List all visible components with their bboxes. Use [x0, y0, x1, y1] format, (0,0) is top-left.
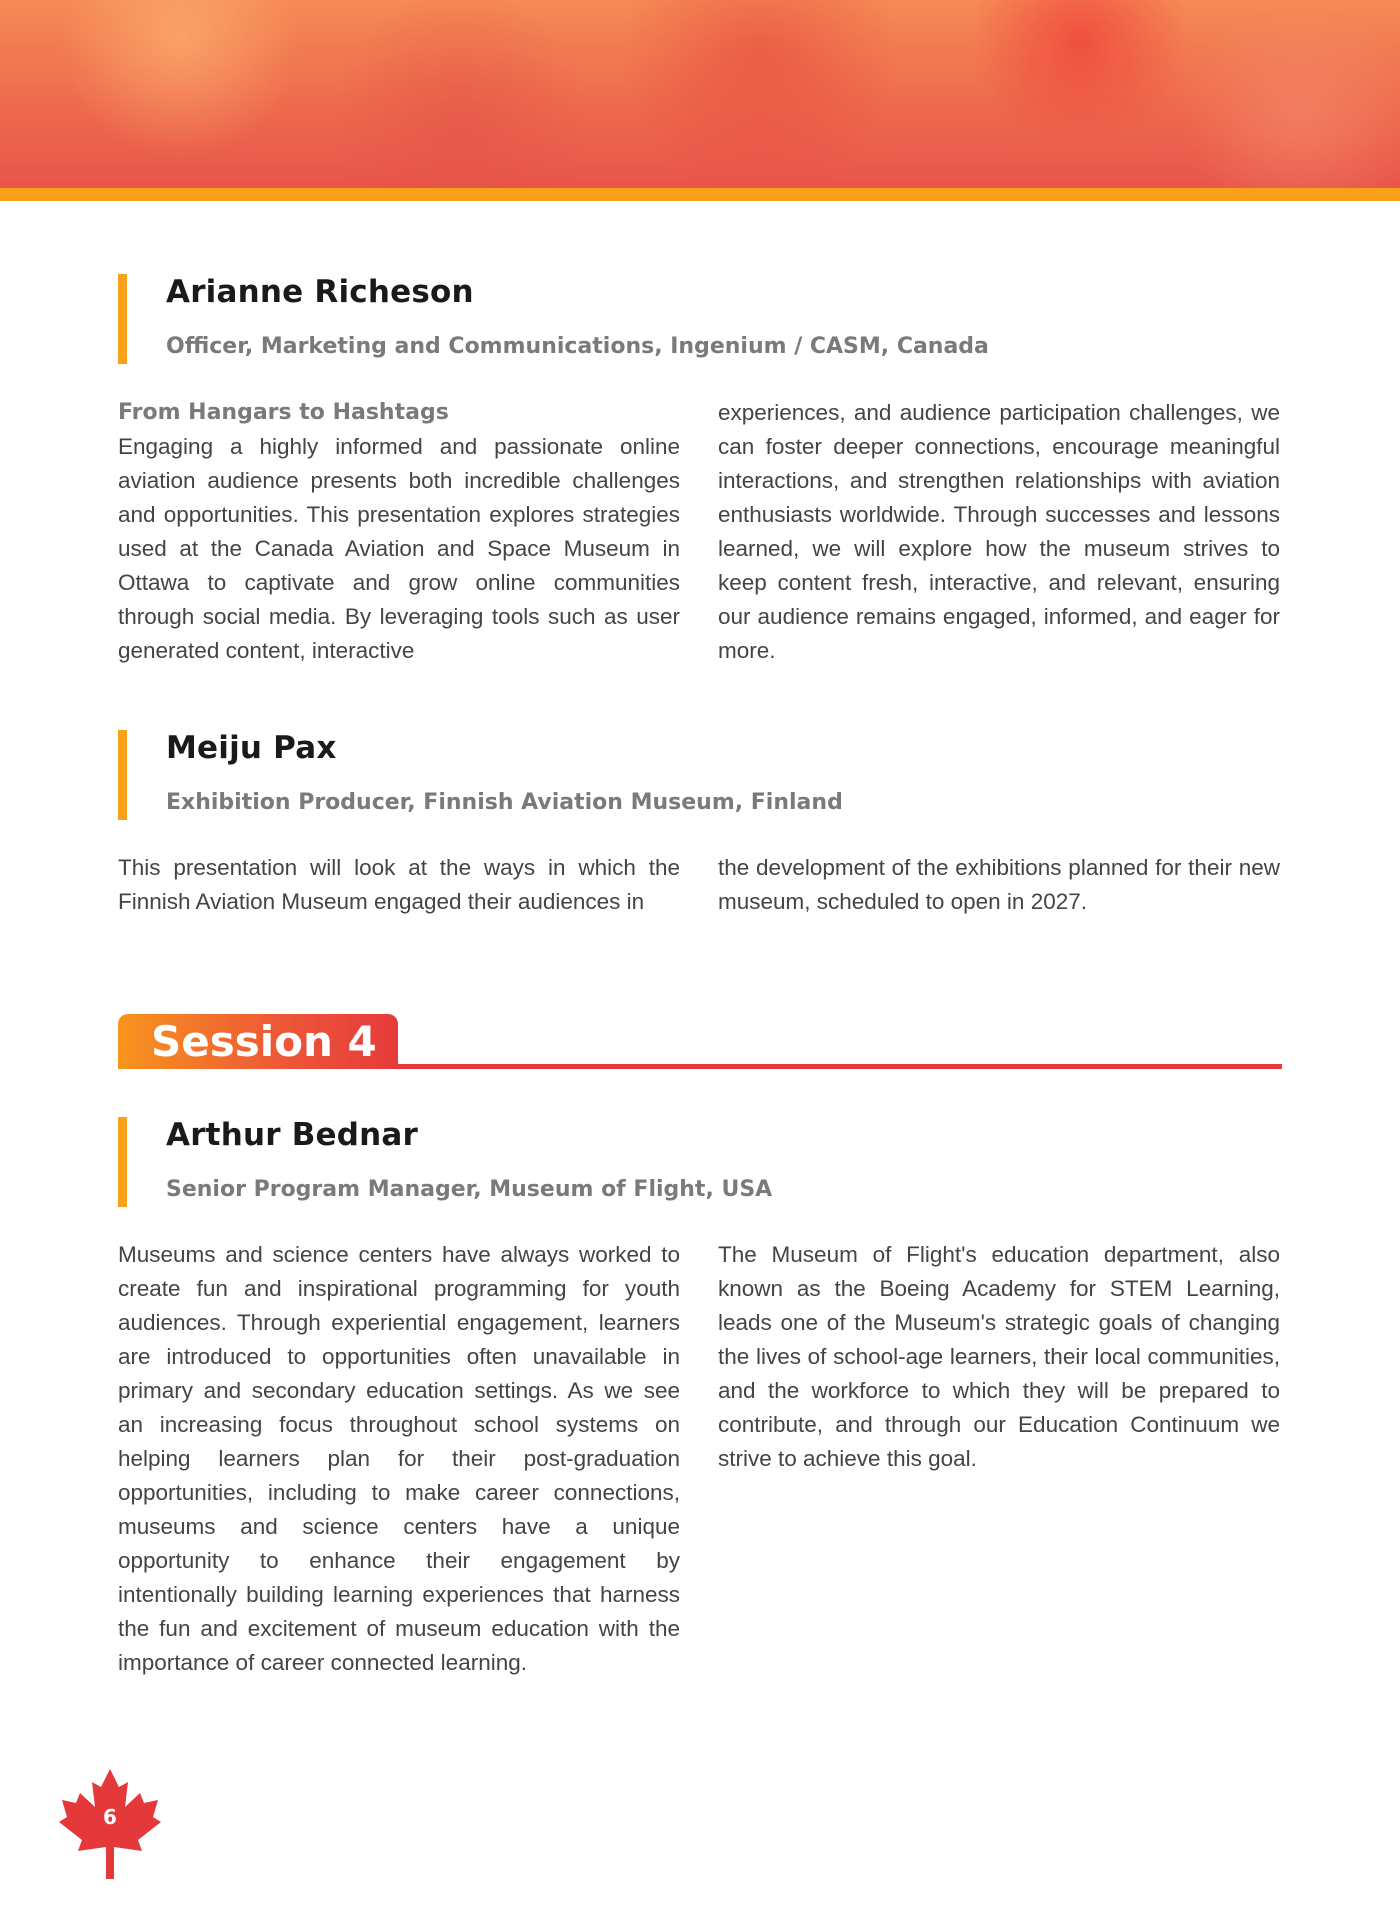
speaker-header: [118, 1117, 1282, 1207]
session-rule: [398, 1064, 1282, 1069]
abstract-text: The Museum of Flight's education department, also known as the Boeing Academy for STEM Learning, leads one of the Museum's strategic goals of changing the lives of school-age learners, their local communities, and the workforce to which they will be prepared to contribute, and through our Education Continuum we strive to achieve this goal.: [718, 1242, 1280, 1471]
abstract-column-right: [718, 1238, 1280, 1476]
page-number: 6: [103, 1805, 117, 1829]
speaker-name: Meiju Pax: [166, 730, 337, 766]
abstract-column-right: [718, 396, 1280, 668]
page-footer: [58, 1767, 162, 1879]
session-tab: [118, 1014, 398, 1069]
speaker-accent-bar: [118, 274, 127, 364]
abstract-text: the development of the exhibitions planned for their new museum, scheduled to open in 2027.: [718, 855, 1280, 914]
talk-title: From Hangars to Hashtags: [118, 400, 449, 425]
speaker-header: [118, 274, 1282, 364]
abstract-text: experiences, and audience participation challenges, we can foster deeper connections, encourage meaningful interactions, and strengthen relationships with aviation enthusiasts worldwide. Through successes and lessons learned, we will explore how the museum strives to keep content fresh, interactive, and relevant, ensuring our audience remains engaged, informed, and eager for more.: [718, 400, 1280, 663]
abstract-text: This presentation will look at the ways in which the Finnish Aviation Museum engaged their audiences in: [118, 855, 680, 914]
speaker-role: Officer, Marketing and Communications, Ingenium / CASM, Canada: [166, 334, 989, 359]
speaker-name: Arianne Richeson: [166, 274, 474, 310]
abstract-column-left: [118, 396, 680, 668]
speaker-role: Senior Program Manager, Museum of Flight, USA: [166, 1177, 773, 1202]
session-label: Session 4: [151, 1017, 377, 1066]
session-heading: [118, 1014, 1282, 1070]
abstract-text: Museums and science centers have always worked to create fun and inspirational programming for youth audiences. Through experiential engagement, learners are introduced to opportunities often unavailable in primary and secondary education settings. As we see an increasing focus throughout school systems on helping learners plan for their post-graduation opportunities, including to make career connections, museums and science centers have a unique opportunity to enhance their engagement by intentionally building learning experiences that harness the fun and excitement of museum education with the importance of career connected learning.: [118, 1242, 680, 1675]
abstract-column-left: [118, 851, 680, 919]
speaker-header: [118, 730, 1282, 820]
speaker-accent-bar: [118, 1117, 127, 1207]
abstract-column-right: [718, 851, 1280, 919]
abstract-text: Engaging a highly informed and passionate online aviation audience presents both incredible challenges and opportunities. This presentation explores strategies used at the Canada Aviation and Space Museum in Ottawa to captivate and grow online communities through social media. By leveraging tools such as user generated content, interactive: [118, 434, 680, 663]
speaker-accent-bar: [118, 730, 127, 820]
abstract-column-left: [118, 1238, 680, 1680]
speaker-name: Arthur Bednar: [166, 1117, 419, 1153]
speaker-role: Exhibition Producer, Finnish Aviation Museum, Finland: [166, 790, 843, 815]
header-stripe: [0, 188, 1400, 201]
header-banner: [0, 0, 1400, 188]
